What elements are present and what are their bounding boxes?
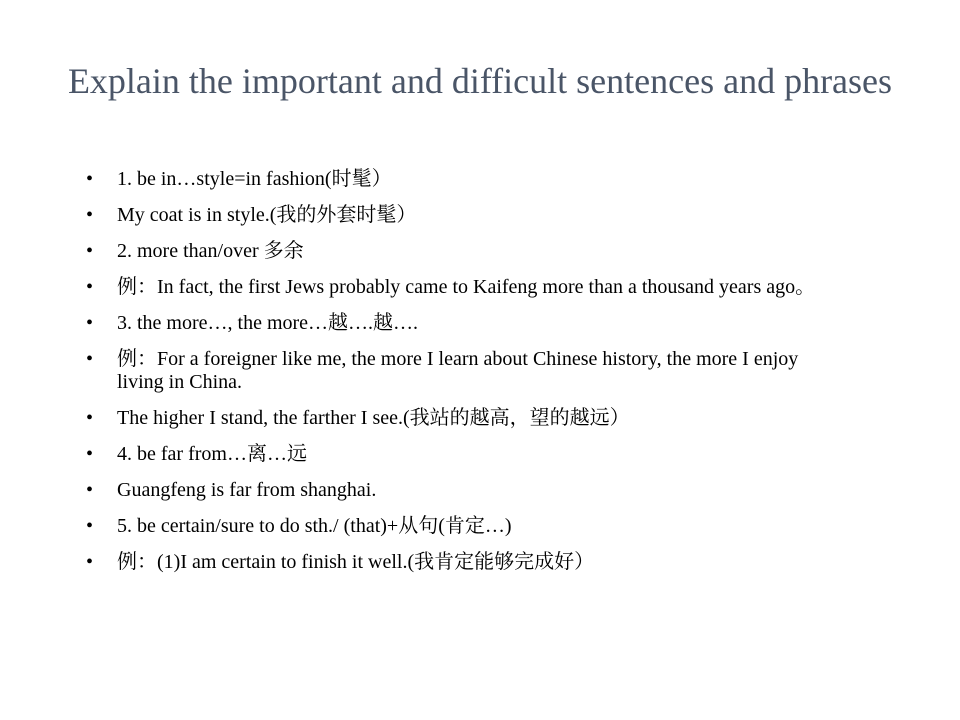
bullet-text: 2. more than/over 多余 (117, 240, 304, 262)
bullet-item (86, 168, 826, 191)
bullet-marker: • (86, 479, 94, 501)
bullet-marker: • (86, 312, 94, 334)
bullet-text: 1. be in…style=in fashion(时髦） (117, 168, 392, 190)
bullet-marker: • (86, 276, 94, 298)
bullet-text: 例：In fact, the first Jews probably came to Kaifeng more than a thousand years ago。 (117, 276, 816, 298)
bullet-marker: • (86, 551, 94, 573)
bullet-item (86, 407, 826, 430)
bullet-item (86, 348, 826, 394)
bullet-list (86, 168, 826, 587)
bullet-text: 例：(1)I am certain to finish it well.(我肯定能够完成好） (117, 551, 595, 573)
bullet-item (86, 276, 826, 299)
bullet-marker: • (86, 204, 94, 226)
bullet-text: 4. be far from…离…远 (117, 443, 307, 465)
bullet-marker: • (86, 348, 94, 370)
slide-title: Explain the important and difficult sentences and phrases (67, 61, 893, 101)
bullet-text: The higher I stand, the farther I see.(我站的越高，望的越远） (117, 407, 630, 429)
bullet-marker: • (86, 443, 94, 465)
bullet-text: 5. be certain/sure to do sth./ (that)+从句(肯定…) (117, 515, 512, 537)
bullet-text: My coat is in style.(我的外套时髦） (117, 204, 417, 226)
bullet-marker: • (86, 515, 94, 537)
bullet-text: 3. the more…, the more…越….越…. (117, 312, 419, 334)
bullet-marker: • (86, 168, 94, 190)
bullet-text: 例：For a foreigner like me, the more I learn about Chinese history, the more I enjoy living in China. (117, 348, 799, 393)
bullet-text: Guangfeng is far from shanghai. (117, 479, 377, 501)
bullet-item (86, 204, 826, 227)
bullet-item (86, 515, 826, 538)
bullet-item (86, 312, 826, 335)
bullet-item (86, 240, 826, 263)
bullet-item (86, 443, 826, 466)
bullet-marker: • (86, 407, 94, 429)
bullet-marker: • (86, 240, 94, 262)
bullet-item (86, 551, 826, 574)
bullet-item (86, 479, 826, 502)
